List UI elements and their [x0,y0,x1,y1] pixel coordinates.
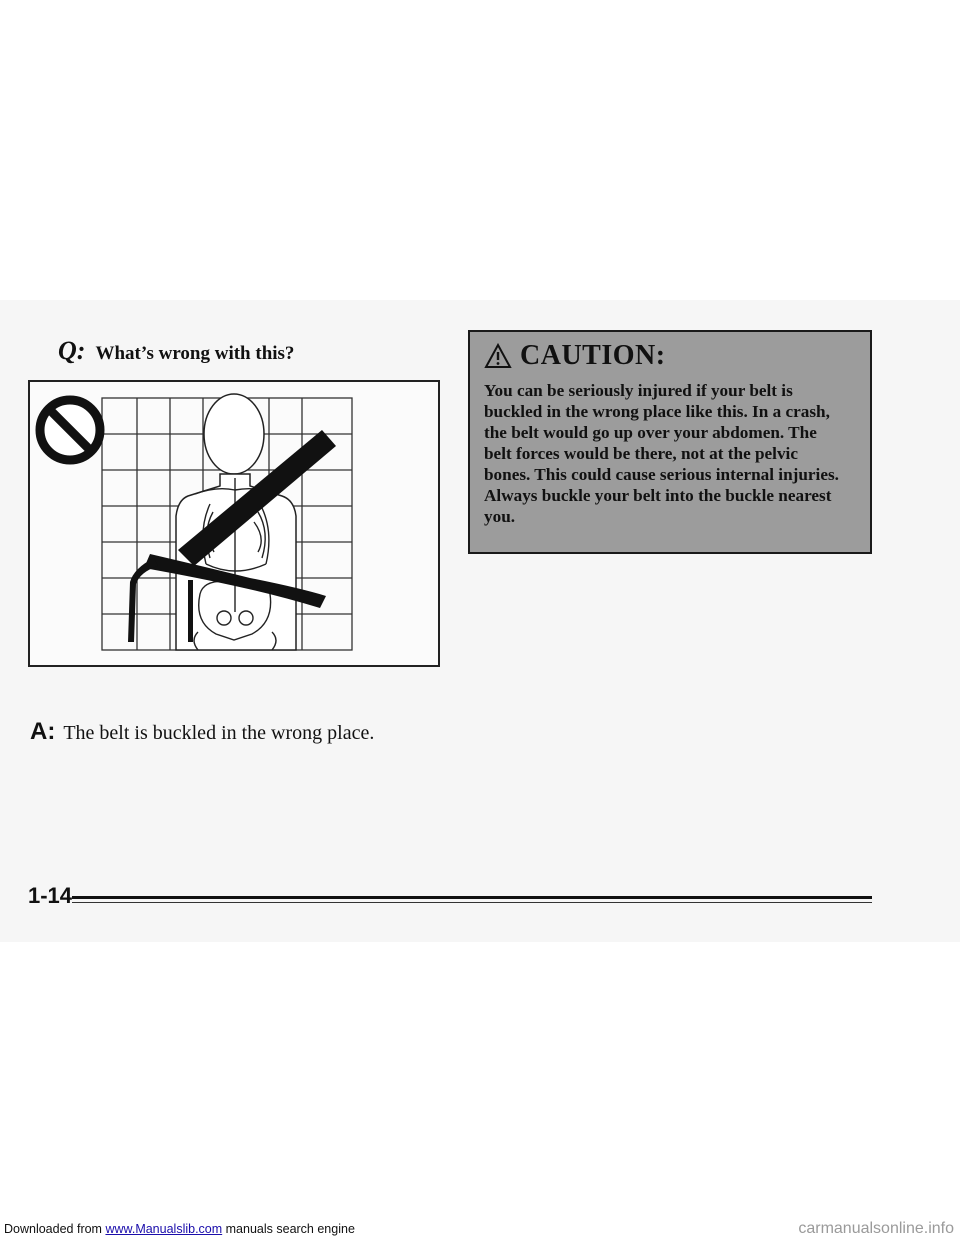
caution-line: You can be seriously injured if your belt is [484,381,793,400]
question-text: What’s wrong with this? [95,343,295,364]
caution-box [468,330,872,554]
caution-line: belt forces would be there, not at the pelvic [484,444,798,463]
caution-line: buckled in the wrong place like this. In a crash, [484,402,830,421]
warning-triangle-icon [484,343,512,369]
answer-mark: A: [30,718,56,745]
download-suffix: manuals search engine [222,1222,355,1236]
skeleton-figure [30,382,438,665]
caution-header [484,340,856,372]
watermark: carmanualsonline.info [798,1220,954,1237]
seatbelt-illustration [28,380,440,667]
caution-line: bones. This could cause serious internal injuries. [484,465,839,484]
answer-text: The belt is buckled in the wrong place. [63,722,375,744]
download-header [4,1222,355,1236]
footer-rule-thin [72,902,872,903]
manualslib-link[interactable]: www.Manualslib.com [105,1222,223,1236]
prohibited-icon [40,400,100,460]
page-footer [28,883,872,907]
caution-line: the belt would go up over your abdomen. The [484,423,817,442]
footer-rule-thick [72,896,872,899]
download-prefix: Downloaded from [4,1222,106,1236]
caution-line: you. [484,507,516,526]
answer-line [30,718,374,746]
caution-line: Always buckle your belt into the buckle nearest [484,486,832,505]
question-line [58,336,294,366]
question-mark: Q: [58,336,86,365]
page-number: 1-14 [28,883,73,908]
caution-body [484,380,856,527]
caution-title: CAUTION: [520,340,666,371]
